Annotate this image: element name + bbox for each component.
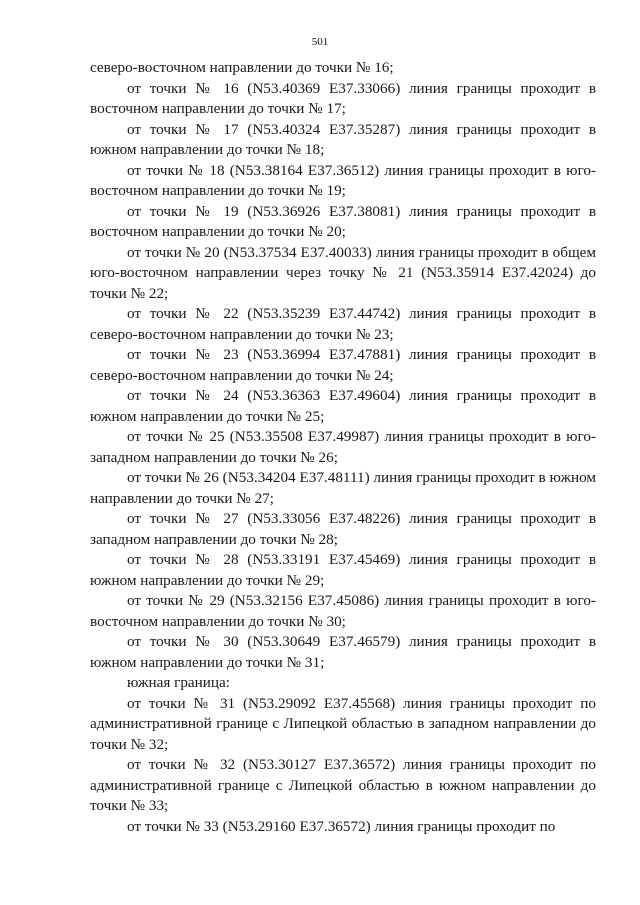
paragraph: от точки № 23 (N53.36994 E37.47881) линия границы проходит в северо-восточном направлении до точки № 24; bbox=[90, 346, 596, 384]
paragraph: от точки № 25 (N53.35508 E37.49987) линия границы проходит в юго-западном направлении до точки № 26; bbox=[90, 428, 596, 466]
paragraph: от точки № 29 (N53.32156 E37.45086) линия границы проходит в юго-восточном направлении до точки № 30; bbox=[90, 592, 596, 630]
paragraph: от точки № 19 (N53.36926 E37.38081) линия границы проходит в восточном направлении до точки № 20; bbox=[90, 202, 596, 240]
paragraph: от точки № 30 (N53.30649 E37.46579) линия границы проходит в южном направлении до точки № 31; bbox=[90, 633, 596, 671]
paragraph: северо-восточном направлении до точки № 16; bbox=[90, 59, 394, 76]
paragraph: южная граница: bbox=[127, 674, 231, 691]
paragraph: от точки № 17 (N53.40324 E37.35287) линия границы проходит в южном направлении до точки № 18; bbox=[90, 120, 596, 158]
paragraph: от точки № 27 (N53.33056 E37.48226) линия границы проходит в западном направлении до точки № 28; bbox=[90, 510, 596, 548]
paragraph: от точки № 31 (N53.29092 E37.45568) линия границы проходит по административной границе с Липецкой областью в западном направлении до точки № 32; bbox=[90, 694, 596, 753]
paragraph: от точки № 22 (N53.35239 E37.44742) линия границы проходит в северо-восточном направлении до точки № 23; bbox=[90, 305, 596, 343]
paragraph: от точки № 18 (N53.38164 E37.36512) линия границы проходит в юго-восточном направлении до точки № 19; bbox=[90, 161, 596, 199]
paragraph: от точки № 32 (N53.30127 E37.36572) линия границы проходит по административной границе с Липецкой областью в южном направлении до точки № 33; bbox=[90, 756, 596, 814]
document-body bbox=[90, 58, 596, 837]
paragraph: от точки № 24 (N53.36363 E37.49604) линия границы проходит в южном направлении до точки № 25; bbox=[90, 387, 596, 425]
page-number: 501 bbox=[311, 36, 329, 48]
paragraph: от точки № 20 (N53.37534 E37.40033) линия границы проходит в общем юго-восточном направлении через точку № 21 (N53.35914 E37.42024) до точки № 22; bbox=[90, 243, 596, 302]
paragraph: от точки № 26 (N53.34204 E37.48111) линия границы проходит в южном направлении до точки № 27; bbox=[90, 469, 596, 507]
paragraph: от точки № 16 (N53.40369 E37.33066) линия границы проходит в восточном направлении до точки № 17; bbox=[90, 79, 596, 117]
paragraph: от точки № 33 (N53.29160 E37.36572) линия границы проходит по bbox=[127, 817, 556, 835]
paragraph: от точки № 28 (N53.33191 E37.45469) линия границы проходит в южном направлении до точки № 29; bbox=[90, 551, 596, 589]
